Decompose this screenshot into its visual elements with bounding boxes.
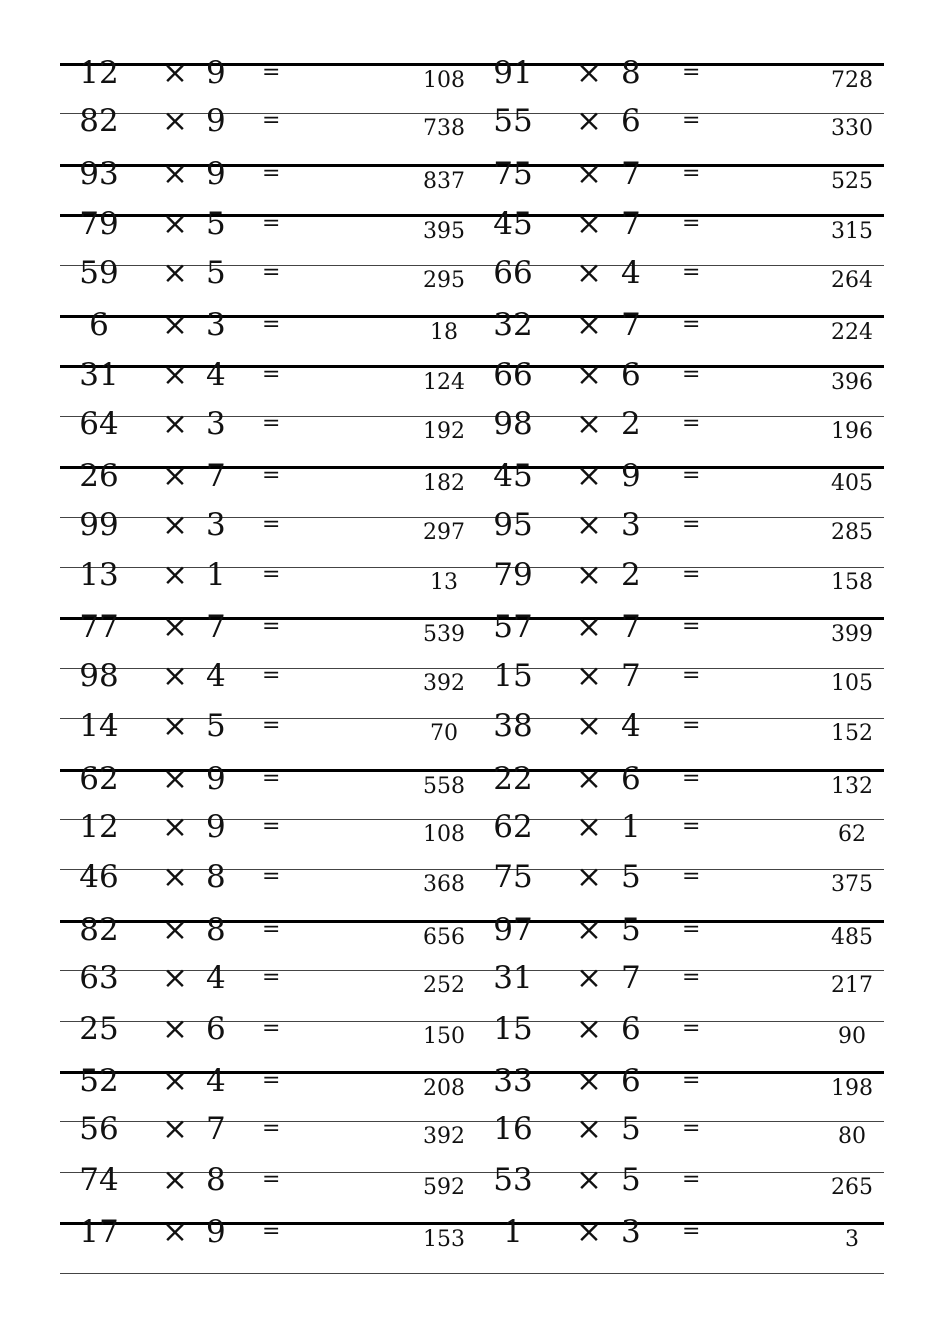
right-multiplier: 8 — [621, 55, 641, 91]
right-multiplier: 2 — [621, 405, 641, 442]
left-multiplicand: 12 — [79, 809, 119, 845]
equals-sign: = — [682, 864, 701, 890]
right-multiplier: 6 — [621, 760, 641, 797]
left-multiplier: 9 — [206, 155, 226, 192]
times-sign: × — [162, 760, 188, 797]
left-multiplier: 1 — [206, 557, 226, 593]
left-answer: 395 — [423, 219, 465, 245]
right-multiplicand: 15 — [493, 657, 533, 694]
times-sign: × — [162, 657, 188, 694]
left-multiplier: 6 — [206, 1010, 226, 1047]
equals-sign: = — [262, 965, 281, 991]
left-multiplier: 7 — [206, 609, 226, 646]
right-multiplier: 2 — [621, 557, 641, 593]
equals-sign: = — [682, 410, 701, 436]
right-multiplicand: 45 — [493, 206, 533, 243]
left-answer: 18 — [430, 320, 458, 345]
left-answer: 592 — [423, 1174, 465, 1200]
times-sign: × — [162, 155, 188, 192]
left-multiplicand: 25 — [79, 1010, 119, 1047]
equals-sign: = — [262, 211, 281, 237]
left-multiplier: 4 — [206, 657, 226, 694]
right-multiplier: 5 — [621, 859, 641, 896]
bottom-rule — [60, 1273, 884, 1274]
equals-sign: = — [262, 463, 281, 489]
right-multiplicand: 66 — [493, 254, 533, 291]
right-multiplicand: 57 — [493, 609, 533, 646]
left-answer: 192 — [423, 418, 465, 444]
left-multiplier: 9 — [206, 760, 226, 797]
equals-sign: = — [682, 463, 701, 489]
equals-sign: = — [682, 1068, 701, 1093]
equals-sign: = — [682, 662, 701, 688]
right-answer: 198 — [831, 1076, 873, 1101]
times-sign: × — [162, 1063, 188, 1099]
times-sign: × — [162, 55, 188, 91]
times-sign: × — [576, 1111, 602, 1148]
right-answer: 80 — [838, 1124, 866, 1150]
right-answer: 405 — [831, 471, 873, 497]
left-answer: 124 — [423, 370, 465, 396]
right-answer: 265 — [831, 1174, 873, 1200]
times-sign: × — [162, 103, 188, 140]
right-multiplier: 4 — [621, 708, 641, 745]
times-sign: × — [576, 557, 602, 593]
equals-sign: = — [682, 259, 701, 285]
left-multiplier: 9 — [206, 55, 226, 91]
equals-sign: = — [262, 765, 281, 791]
equals-sign: = — [262, 916, 281, 942]
equals-sign: = — [682, 1219, 701, 1245]
right-multiplier: 5 — [621, 911, 641, 948]
equals-sign: = — [682, 713, 701, 739]
left-answer: 150 — [423, 1023, 465, 1049]
left-answer: 153 — [423, 1227, 465, 1253]
right-multiplicand: 66 — [493, 357, 533, 394]
right-multiplicand: 31 — [493, 960, 533, 997]
times-sign: × — [576, 1161, 602, 1198]
equals-sign: = — [262, 60, 281, 85]
equals-sign: = — [262, 511, 281, 537]
equals-sign: = — [682, 1116, 701, 1142]
left-multiplier: 8 — [206, 1161, 226, 1198]
left-multiplicand: 98 — [79, 657, 119, 694]
equals-sign: = — [682, 562, 701, 587]
left-answer: 13 — [430, 570, 458, 595]
left-multiplicand: 62 — [79, 760, 119, 797]
right-answer: 485 — [831, 924, 873, 950]
times-sign: × — [162, 1111, 188, 1148]
right-multiplicand: 62 — [493, 809, 533, 845]
times-sign: × — [576, 357, 602, 394]
right-multiplicand: 15 — [493, 1010, 533, 1047]
times-sign: × — [162, 557, 188, 593]
times-sign: × — [162, 609, 188, 646]
right-multiplier: 9 — [621, 458, 641, 495]
left-multiplicand: 12 — [79, 55, 119, 91]
right-multiplicand: 33 — [493, 1063, 533, 1099]
equals-sign: = — [262, 1116, 281, 1142]
left-multiplicand: 74 — [79, 1161, 119, 1198]
right-multiplier: 5 — [621, 1161, 641, 1198]
right-multiplicand: 97 — [493, 911, 533, 948]
times-sign: × — [162, 960, 188, 997]
equals-sign: = — [262, 1219, 281, 1245]
right-multiplicand: 32 — [493, 307, 533, 343]
left-answer: 182 — [423, 471, 465, 497]
left-answer: 738 — [423, 116, 465, 142]
right-answer: 525 — [831, 168, 873, 194]
right-multiplier: 3 — [621, 1214, 641, 1251]
right-multiplicand: 91 — [493, 55, 533, 91]
left-multiplicand: 52 — [79, 1063, 119, 1099]
times-sign: × — [162, 1161, 188, 1198]
equals-sign: = — [682, 614, 701, 640]
equals-sign: = — [262, 312, 281, 337]
left-multiplier: 5 — [206, 254, 226, 291]
equals-sign: = — [262, 362, 281, 388]
times-sign: × — [576, 960, 602, 997]
right-multiplier: 4 — [621, 254, 641, 291]
left-multiplier: 5 — [206, 206, 226, 243]
right-multiplier: 3 — [621, 506, 641, 543]
right-multiplier: 7 — [621, 960, 641, 997]
right-multiplier: 6 — [621, 1063, 641, 1099]
right-answer: 285 — [831, 519, 873, 545]
equals-sign: = — [262, 410, 281, 436]
right-answer: 396 — [831, 370, 873, 396]
right-multiplicand: 22 — [493, 760, 533, 797]
times-sign: × — [162, 1010, 188, 1047]
right-multiplier: 7 — [621, 609, 641, 646]
times-sign: × — [576, 760, 602, 797]
equals-sign: = — [262, 1068, 281, 1093]
equals-sign: = — [262, 1166, 281, 1192]
right-multiplicand: 75 — [493, 155, 533, 192]
left-multiplier: 4 — [206, 357, 226, 394]
right-multiplicand: 95 — [493, 506, 533, 543]
times-sign: × — [576, 254, 602, 291]
right-answer: 105 — [831, 670, 873, 696]
right-answer: 152 — [831, 721, 873, 747]
left-answer: 392 — [423, 1124, 465, 1150]
left-answer: 252 — [423, 973, 465, 999]
times-sign: × — [576, 506, 602, 543]
left-answer: 70 — [430, 721, 458, 747]
left-multiplicand: 63 — [79, 960, 119, 997]
left-multiplier: 3 — [206, 405, 226, 442]
right-multiplier: 6 — [621, 1010, 641, 1047]
right-answer: 399 — [831, 622, 873, 648]
times-sign: × — [576, 809, 602, 845]
left-answer: 558 — [423, 773, 465, 799]
times-sign: × — [162, 911, 188, 948]
times-sign: × — [162, 357, 188, 394]
left-answer: 295 — [423, 267, 465, 293]
right-multiplicand: 53 — [493, 1161, 533, 1198]
equals-sign: = — [262, 108, 281, 134]
equals-sign: = — [262, 864, 281, 890]
times-sign: × — [576, 103, 602, 140]
right-multiplier: 7 — [621, 657, 641, 694]
left-answer: 108 — [423, 68, 465, 93]
times-sign: × — [576, 1010, 602, 1047]
left-answer: 837 — [423, 168, 465, 194]
left-multiplier: 9 — [206, 809, 226, 845]
right-multiplicand: 45 — [493, 458, 533, 495]
equals-sign: = — [262, 160, 281, 186]
right-multiplicand: 98 — [493, 405, 533, 442]
left-multiplicand: 26 — [79, 458, 119, 495]
left-multiplicand: 6 — [89, 307, 109, 343]
equals-sign: = — [682, 160, 701, 186]
left-multiplicand: 17 — [79, 1214, 119, 1251]
left-multiplicand: 79 — [79, 206, 119, 243]
equals-sign: = — [682, 60, 701, 85]
times-sign: × — [162, 206, 188, 243]
right-answer: 728 — [831, 68, 873, 93]
times-sign: × — [162, 708, 188, 745]
right-multiplicand: 55 — [493, 103, 533, 140]
left-answer: 392 — [423, 670, 465, 696]
right-multiplier: 7 — [621, 307, 641, 343]
right-answer: 132 — [831, 773, 873, 799]
left-answer: 297 — [423, 519, 465, 545]
times-sign: × — [576, 657, 602, 694]
equals-sign: = — [262, 662, 281, 688]
right-multiplicand: 79 — [493, 557, 533, 593]
right-answer: 158 — [831, 570, 873, 595]
left-multiplier: 3 — [206, 307, 226, 343]
problem-row — [60, 1214, 884, 1272]
right-multiplier: 6 — [621, 103, 641, 140]
right-multiplier: 1 — [621, 809, 641, 845]
equals-sign: = — [682, 108, 701, 134]
equals-sign: = — [682, 312, 701, 337]
times-sign: × — [576, 55, 602, 91]
left-answer: 108 — [423, 822, 465, 847]
times-sign: × — [576, 1214, 602, 1251]
right-answer: 90 — [838, 1023, 866, 1049]
left-multiplier: 8 — [206, 859, 226, 896]
times-sign: × — [576, 708, 602, 745]
equals-sign: = — [682, 362, 701, 388]
left-multiplicand: 14 — [79, 708, 119, 745]
left-multiplicand: 13 — [79, 557, 119, 593]
left-multiplier: 3 — [206, 506, 226, 543]
equals-sign: = — [682, 765, 701, 791]
left-multiplier: 9 — [206, 103, 226, 140]
right-multiplicand: 75 — [493, 859, 533, 896]
right-multiplicand: 1 — [503, 1214, 523, 1251]
right-answer: 196 — [831, 418, 873, 444]
left-multiplicand: 93 — [79, 155, 119, 192]
left-multiplicand: 99 — [79, 506, 119, 543]
times-sign: × — [162, 1214, 188, 1251]
times-sign: × — [162, 859, 188, 896]
left-multiplicand: 46 — [79, 859, 119, 896]
times-sign: × — [162, 458, 188, 495]
left-multiplier: 8 — [206, 911, 226, 948]
equals-sign: = — [682, 965, 701, 991]
times-sign: × — [162, 405, 188, 442]
right-answer: 330 — [831, 116, 873, 142]
right-answer: 315 — [831, 219, 873, 245]
left-answer: 368 — [423, 872, 465, 898]
right-answer: 62 — [838, 822, 866, 847]
left-multiplicand: 77 — [79, 609, 119, 646]
right-multiplier: 7 — [621, 155, 641, 192]
left-answer: 539 — [423, 622, 465, 648]
equals-sign: = — [262, 814, 281, 839]
left-multiplicand: 56 — [79, 1111, 119, 1148]
equals-sign: = — [262, 614, 281, 640]
left-multiplier: 4 — [206, 1063, 226, 1099]
left-answer: 656 — [423, 924, 465, 950]
times-sign: × — [162, 809, 188, 845]
times-sign: × — [162, 506, 188, 543]
left-answer: 208 — [423, 1076, 465, 1101]
equals-sign: = — [682, 511, 701, 537]
times-sign: × — [162, 254, 188, 291]
left-multiplicand: 59 — [79, 254, 119, 291]
right-multiplier: 6 — [621, 357, 641, 394]
left-multiplier: 7 — [206, 1111, 226, 1148]
right-multiplicand: 38 — [493, 708, 533, 745]
equals-sign: = — [682, 814, 701, 839]
right-answer: 3 — [845, 1227, 859, 1253]
left-multiplier: 4 — [206, 960, 226, 997]
right-answer: 264 — [831, 267, 873, 293]
times-sign: × — [576, 859, 602, 896]
times-sign: × — [576, 1063, 602, 1099]
right-multiplicand: 16 — [493, 1111, 533, 1148]
equals-sign: = — [682, 211, 701, 237]
right-answer: 217 — [831, 973, 873, 999]
times-sign: × — [576, 911, 602, 948]
equals-sign: = — [262, 713, 281, 739]
equals-sign: = — [262, 1015, 281, 1041]
left-multiplier: 7 — [206, 458, 226, 495]
right-answer: 375 — [831, 872, 873, 898]
right-answer: 224 — [831, 320, 873, 345]
equals-sign: = — [682, 916, 701, 942]
times-sign: × — [162, 307, 188, 343]
times-sign: × — [576, 458, 602, 495]
left-multiplier: 9 — [206, 1214, 226, 1251]
times-sign: × — [576, 307, 602, 343]
times-sign: × — [576, 609, 602, 646]
times-sign: × — [576, 405, 602, 442]
equals-sign: = — [262, 259, 281, 285]
times-sign: × — [576, 206, 602, 243]
left-multiplicand: 31 — [79, 357, 119, 394]
times-sign: × — [576, 155, 602, 192]
equals-sign: = — [682, 1015, 701, 1041]
equals-sign: = — [262, 562, 281, 587]
left-multiplicand: 82 — [79, 103, 119, 140]
right-multiplier: 5 — [621, 1111, 641, 1148]
left-multiplicand: 64 — [79, 405, 119, 442]
left-multiplicand: 82 — [79, 911, 119, 948]
right-multiplier: 7 — [621, 206, 641, 243]
equals-sign: = — [682, 1166, 701, 1192]
left-multiplier: 5 — [206, 708, 226, 745]
